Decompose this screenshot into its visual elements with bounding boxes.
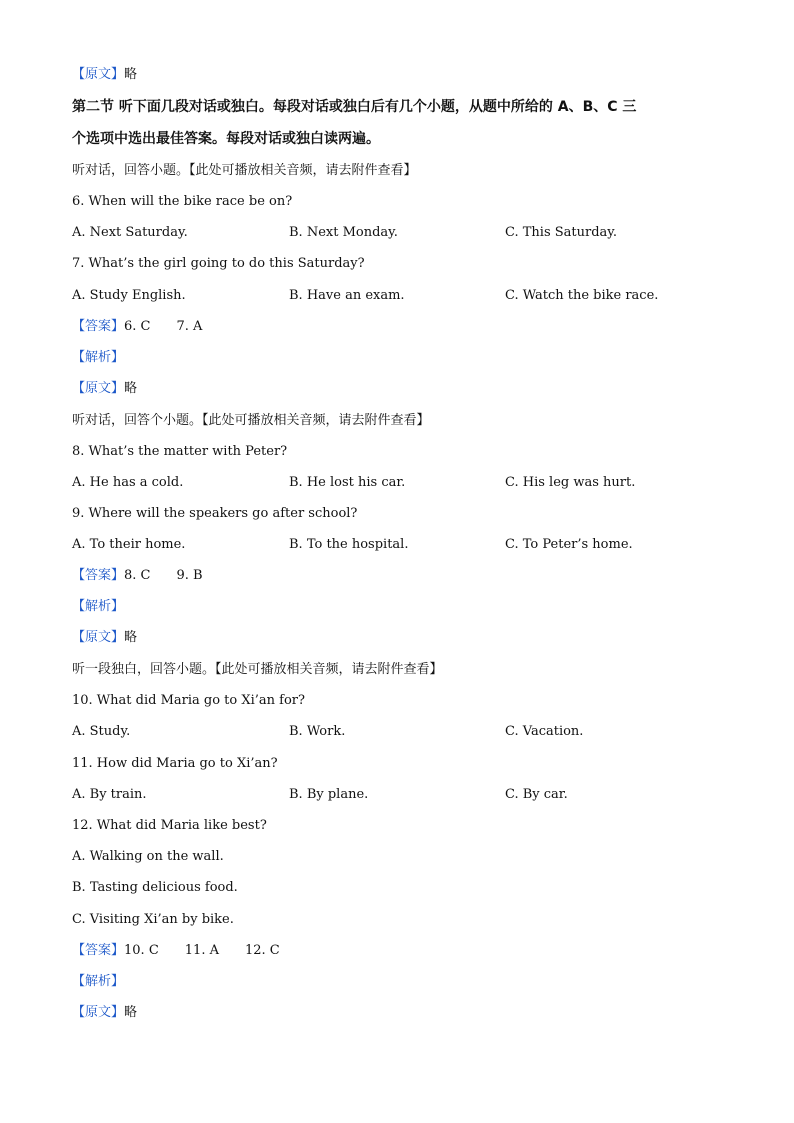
- q10-option-b: B. Work.: [289, 724, 346, 739]
- answer-label: 【答案】: [72, 943, 125, 958]
- q8-option-a: A. He has a cold.: [72, 475, 184, 490]
- original-label: 【原文】: [72, 1005, 125, 1020]
- analysis-label: 【解析】: [72, 350, 125, 365]
- question-11: 11. How did Maria go to Xi’an?: [72, 756, 278, 771]
- q9-option-a: A. To their home.: [72, 537, 186, 552]
- q6-option-c: C. This Saturday.: [505, 225, 618, 240]
- answer-label: 【答案】: [72, 568, 125, 583]
- original-label: 【原文】: [72, 67, 125, 82]
- group1-answer-line: [72, 318, 202, 336]
- q7-option-c: C. Watch the bike race.: [505, 288, 659, 303]
- q10-option-a: A. Study.: [72, 724, 131, 739]
- question-12: 12. What did Maria like best?: [72, 818, 267, 833]
- answer-10: 10. C: [124, 943, 159, 958]
- section-header-line1: 第二节 听下面几段对话或独白。每段对话或独白后有几个小题，从题中所给的 A、B、C 三: [72, 99, 637, 115]
- q12-option-c: C. Visiting Xi’an by bike.: [72, 912, 234, 927]
- group1-intro: 听对话，回答小题。【此处可播放相关音频，请去附件查看】: [72, 163, 417, 178]
- omitted-text: 略: [124, 1005, 138, 1020]
- analysis-label: 【解析】: [72, 974, 125, 989]
- answer-6: 6. C: [124, 319, 151, 334]
- question-8: 8. What’s the matter with Peter?: [72, 444, 288, 459]
- group1-analysis-line: [72, 349, 124, 367]
- q6-option-b: B. Next Monday.: [289, 225, 398, 240]
- omitted-text: 略: [124, 630, 138, 645]
- answer-9: 9. B: [176, 568, 203, 583]
- q11-option-b: B. By plane.: [289, 787, 369, 802]
- q6-option-a: A. Next Saturday.: [72, 225, 188, 240]
- answer-7: 7. A: [176, 319, 203, 334]
- group3-answer-line: [72, 942, 280, 960]
- omitted-text: 略: [124, 381, 138, 396]
- q10-option-c: C. Vacation.: [505, 724, 584, 739]
- section-header-line2: 个选项中选出最佳答案。每段对话或独白读两遍。: [72, 131, 380, 147]
- question-6: 6. When will the bike race be on?: [72, 194, 293, 209]
- q11-option-c: C. By car.: [505, 787, 568, 802]
- original-label: 【原文】: [72, 381, 125, 396]
- question-9: 9. Where will the speakers go after school?: [72, 506, 358, 521]
- group2-intro: 听对话，回答个小题。【此处可播放相关音频，请去附件查看】: [72, 413, 430, 428]
- group1-original-line: [72, 380, 137, 398]
- q7-option-a: A. Study English.: [72, 288, 186, 303]
- q12-option-a: A. Walking on the wall.: [72, 849, 224, 864]
- omitted-text: 略: [124, 67, 138, 82]
- analysis-label: 【解析】: [72, 599, 125, 614]
- q11-option-a: A. By train.: [72, 787, 147, 802]
- q12-option-b: B. Tasting delicious food.: [72, 880, 238, 895]
- group3-original-line: [72, 1004, 137, 1022]
- original-label: 【原文】: [72, 630, 125, 645]
- group2-original-line: [72, 629, 137, 647]
- answer-8: 8. C: [124, 568, 151, 583]
- original-text-line: [72, 66, 137, 84]
- q7-option-b: B. Have an exam.: [289, 288, 405, 303]
- group3-intro: 听一段独白，回答小题。【此处可播放相关音频，请去附件查看】: [72, 662, 443, 677]
- question-7: 7. What’s the girl going to do this Saturday?: [72, 256, 365, 271]
- q9-option-c: C. To Peter’s home.: [505, 537, 633, 552]
- group3-analysis-line: [72, 973, 124, 991]
- answer-11: 11. A: [184, 943, 219, 958]
- q9-option-b: B. To the hospital.: [289, 537, 409, 552]
- group2-analysis-line: [72, 598, 124, 616]
- group2-answer-line: [72, 567, 203, 585]
- question-10: 10. What did Maria go to Xi’an for?: [72, 693, 305, 708]
- q8-option-b: B. He lost his car.: [289, 475, 406, 490]
- q8-option-c: C. His leg was hurt.: [505, 475, 636, 490]
- answer-label: 【答案】: [72, 319, 125, 334]
- answer-12: 12. C: [244, 943, 280, 958]
